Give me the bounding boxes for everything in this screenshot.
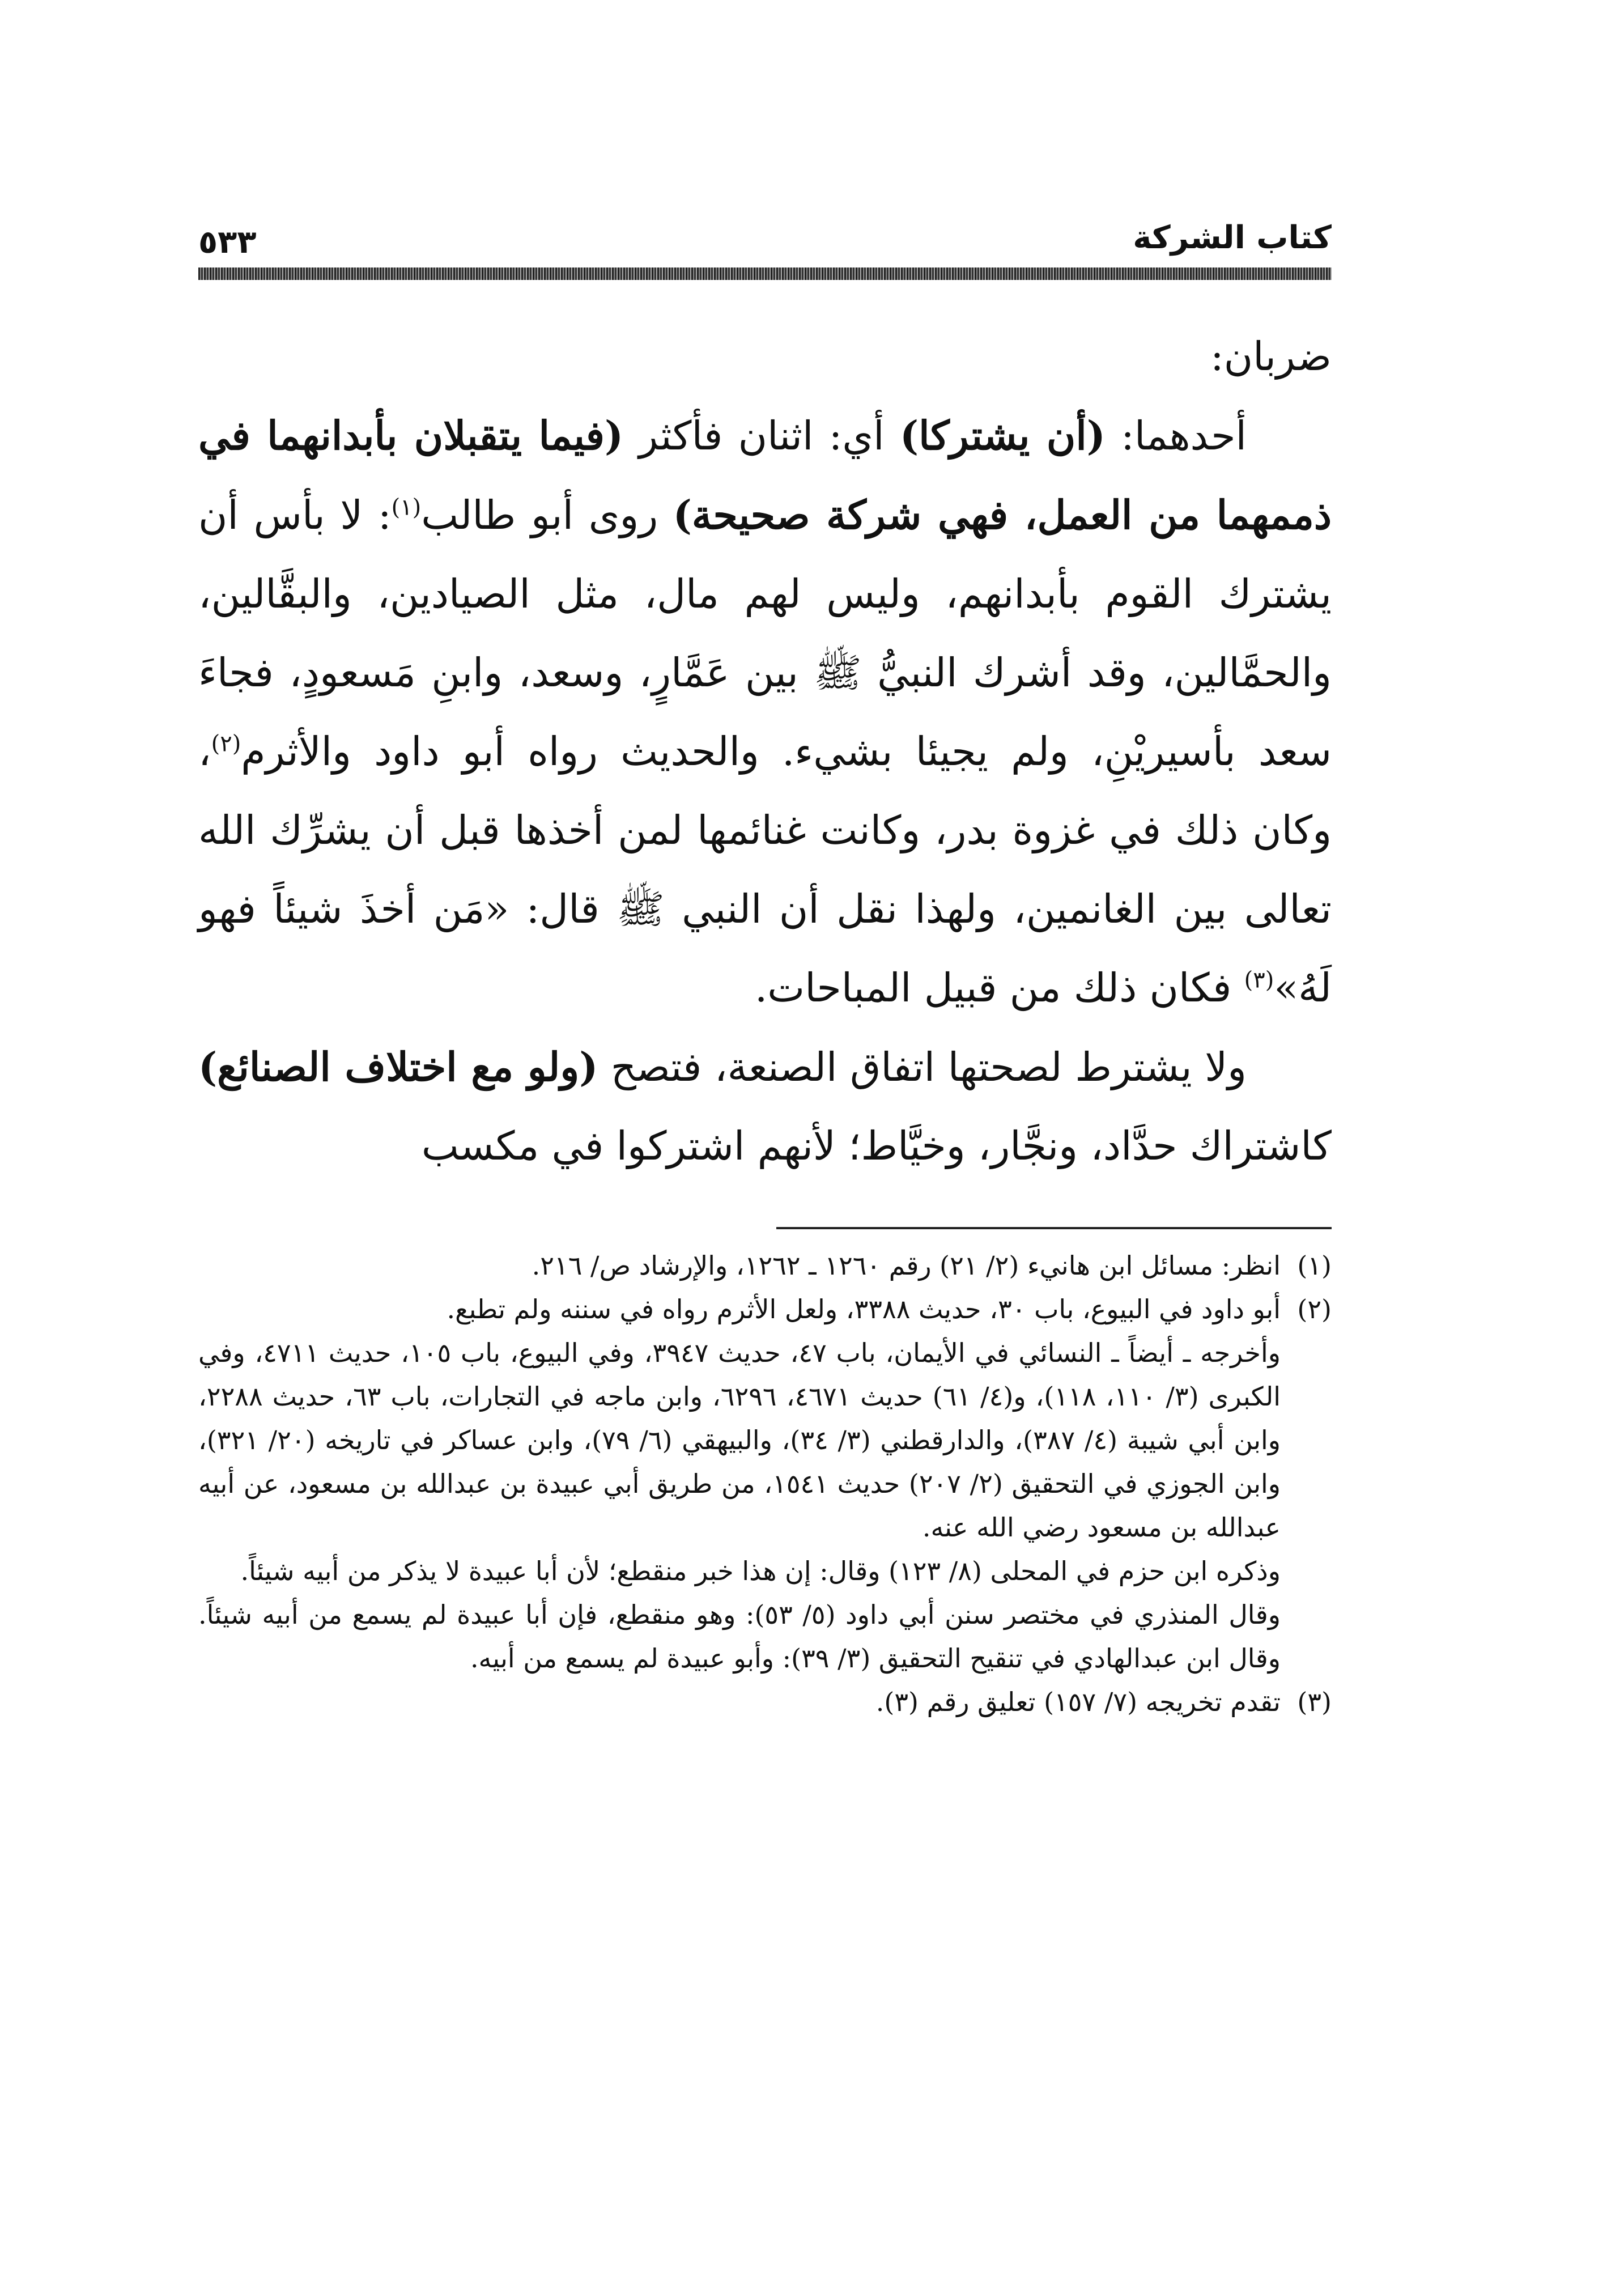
main-text: [198, 317, 1332, 1186]
text-span: أي: اثنان فأكثر: [623, 413, 900, 459]
matn-span: (أن يشتركا): [899, 412, 1106, 459]
text-span: ولا يشترط لصحتها اتفاق الصنعة، فتصح: [598, 1044, 1247, 1090]
footnote-3: [198, 1680, 1332, 1724]
chapter-title: كتاب الشركة: [1133, 219, 1332, 256]
text-span: : لا بأس أن يشترك القوم بأبدانهم، وليس لهم مال، مثل الصيادين، والبقَّالين، والحمَّالين، وقد أشرك النبيُّ ﷺ بين عَمَّارٍ، وسعد، وابنِ مَسعودٍ، فجاءَ سعد بأسيريْنِ، ولم يجيئا بشيء. والحديث رواه أبو داود والأثرم: [198, 492, 1332, 775]
footnote-text: انظر: مسائل ابن هانيء (٢/ ٢١) رقم ١٢٦٠ ـ ١٢٦٢، والإرشاد ص/ ٢١٦.: [532, 1250, 1281, 1281]
footnote-2-continued: وذكره ابن حزم في المحلى (٨/ ١٢٣) وقال: إن هذا خبر منقطع؛ لأن أبا عبيدة لا يذكر من أبيه شيئاً.: [240, 1556, 1281, 1586]
footnote-text: تقدم تخريجه (٧/ ١٥٧) تعليق رقم (٣).: [875, 1687, 1281, 1717]
matn-span: (فيما يتقبلان بأبدانهما في ذممهما من العمل، فهي شركة صحيحة): [198, 412, 1332, 538]
text-span: فكان ذلك من قبيل المباحات.: [755, 965, 1244, 1011]
book-page: [198, 0, 1332, 2293]
footnote-1: [198, 1244, 1332, 1288]
paragraph-condition: [198, 1027, 1332, 1186]
paragraph-intro: ضربان:: [1210, 333, 1332, 380]
paragraph-first-type: [198, 396, 1332, 1027]
footnote-2-continued: وأخرجه ـ أيضاً ـ النسائي في الأيمان، باب ٤٧، حديث ٣٩٤٧، وفي البيوع، باب ١٠٥، حديث ٤٧١١، وفي الكبرى (٣/ ١١٠، ١١٨)، و(٤/ ٦١) حديث ٤٦٧١، ٦٢٩٦، وابن ماجه في التجارات، باب ٦٣، حديث ٢٢٨٨، وابن أبي شيبة (٤/ ٣٨٧)، والدارقطني (٣/ ٣٤)، والبيهقي (٦/ ٧٩)، وابن عساكر في تاريخه (٢٠/ ٣٢١)، وابن الجوزي في التحقيق (٢/ ٢٠٧) حديث ١٥٤١، من طريق أبي عبيدة بن عبدالله بن مسعود، عن أبيه عبدالله بن مسعود رضي الله عنه.: [198, 1337, 1281, 1543]
matn-span: (ولو مع اختلاف الصنائع): [198, 1043, 598, 1090]
footnote-ref-3: (٣): [1244, 967, 1274, 993]
text-span: أحدهما:: [1105, 413, 1247, 459]
footnotes: [198, 1244, 1332, 1724]
footnote-ref-2: (٢): [211, 731, 241, 757]
footnote-2-continued: وقال المنذري في مختصر سنن أبي داود (٥/ ٥٣): وهو منقطع، فإن أبا عبيدة لم يسمع من أبيه شيئاً. وقال ابن عبدالهادي في تنقيح التحقيق (٣/ ٣٩): وأبو عبيدة لم يسمع من أبيه.: [198, 1599, 1281, 1674]
footnote-number: (٢): [1297, 1294, 1332, 1324]
footnote-2: [198, 1288, 1332, 1331]
footnote-number: (٣): [1297, 1687, 1332, 1717]
footnote-ref-1: (١): [391, 494, 422, 521]
text-span: ، وكان ذلك في غزوة بدر، وكانت غنائمها لمن أخذها قبل أن يشرِّك الله تعالى بين الغانمين، ولهذا نقل أن النبي ﷺ قال: «مَن أخذَ شيئاً فهو لَهُ»: [198, 728, 1332, 1011]
page-number: ٥٣٣: [198, 224, 257, 261]
footnote-separator: [776, 1227, 1332, 1229]
footnote-text: أبو داود في البيوع، باب ٣٠، حديث ٣٣٨٨، ولعل الأثرم رواه في سننه ولم تطبع.: [447, 1294, 1281, 1324]
footnote-number: (١): [1297, 1250, 1332, 1281]
text-span: كاشتراك حدَّاد، ونجَّار، وخيَّاط؛ لأنهم اشتركوا في مكسب: [421, 1123, 1332, 1169]
running-header: [198, 215, 1332, 278]
text-span: روى أبو طالب: [421, 492, 673, 538]
header-rule: [198, 267, 1332, 280]
